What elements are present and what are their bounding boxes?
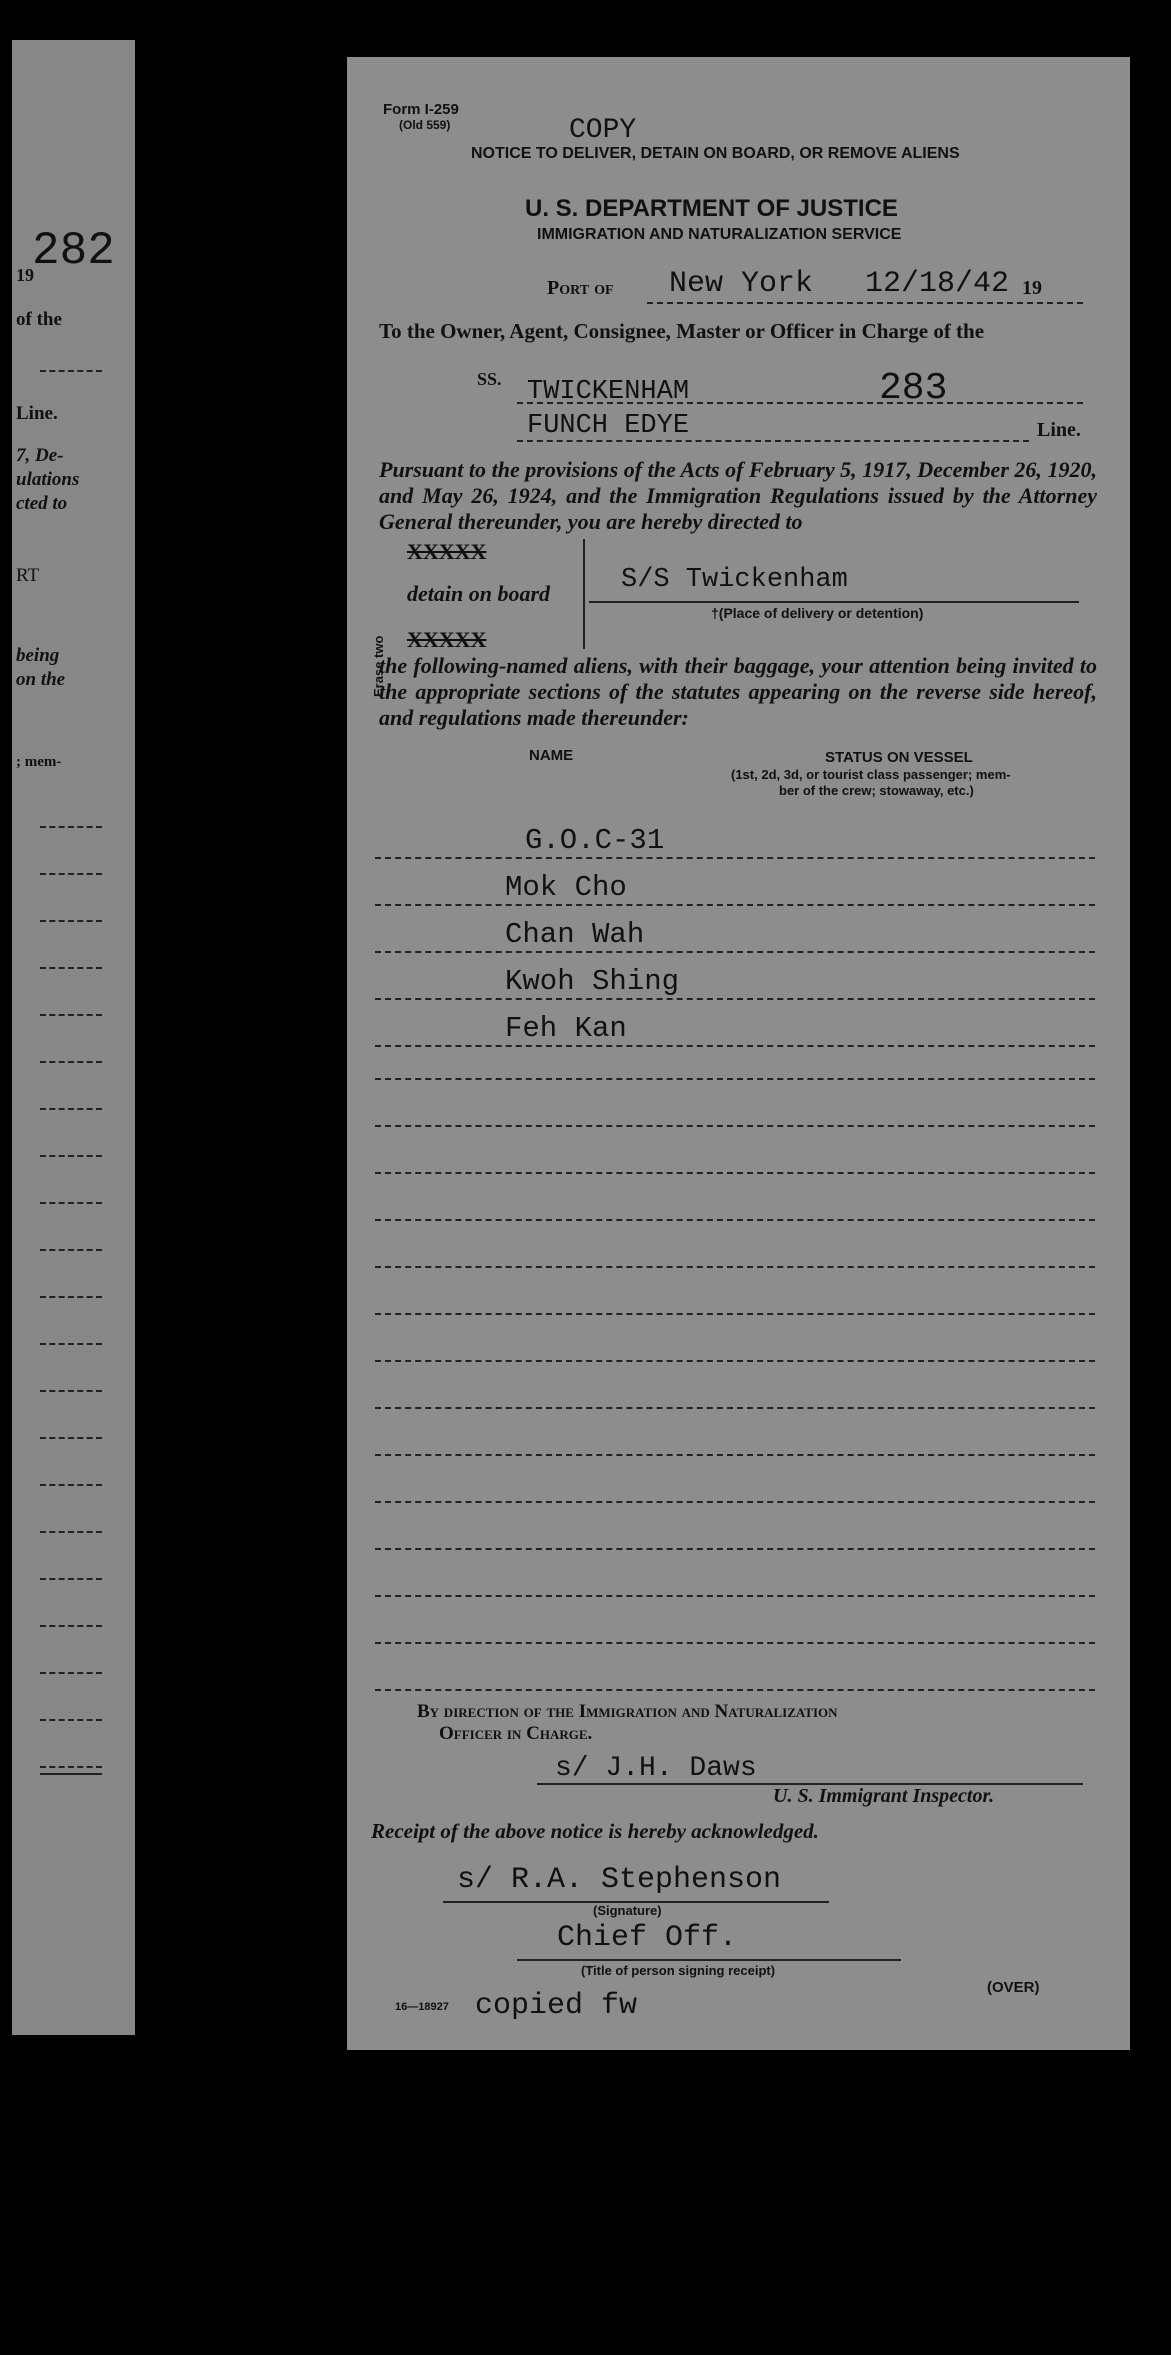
line-rule [517,440,1029,442]
empty-row-rule [375,1689,1095,1691]
ship-name: TWICKENHAM [527,377,690,407]
signature-caption: (Signature) [593,1903,662,1918]
fragment-rule [40,1296,102,1298]
place-value: S/S Twickenham [621,565,848,595]
fragment-rule [40,1437,102,1439]
empty-row-rule [375,1219,1095,1221]
receipt-signature: s/ R.A. Stephenson [457,1863,782,1897]
fragment-text: being [16,645,60,666]
fragment-text: 19 [16,265,34,285]
empty-row-rule [375,1360,1095,1362]
alien-name: Feh Kan [505,1012,627,1045]
copy-label: COPY [569,115,637,146]
ship-rule [517,402,1083,404]
notice-form [347,57,1130,2050]
aliens-paragraph: the following-named aliens, with their baggage, your attention being invited to the appropriate sections of the statutes appearing on the reverse side hereof, and regulations made thereunder: [379,653,1097,730]
year-suffix: 19 [1022,277,1042,299]
empty-row-rule [375,1172,1095,1174]
inspector-signature: s/ J.H. Daws [555,1753,757,1784]
alien-row [375,965,1095,1000]
alien-row [375,1012,1095,1047]
fragment-text: Line. [16,403,58,424]
fragment-text: of the [16,309,62,330]
fragment-rule [40,1390,102,1392]
fragment-rule [40,873,102,875]
fragment-rule [40,1202,102,1204]
fragment-rule [40,1625,102,1627]
signer-title: Chief Off. [557,1921,738,1955]
port-value: New York [669,267,814,301]
notice-title: NOTICE TO DELIVER, DETAIN ON BOARD, OR REMOVE ALIENS [471,145,960,162]
struck-option-bottom: XXXXX [407,627,487,652]
fragment-rule [40,1578,102,1580]
empty-row-rule [375,1642,1095,1644]
fragment-rule [40,1773,102,1775]
empty-row-rule [375,1313,1095,1315]
alien-name: Mok Cho [505,871,627,904]
fragment-rule [40,1719,102,1721]
place-caption: †(Place of delivery or detention) [711,605,924,621]
fragment-rule [40,920,102,922]
fragment-text: RT [16,565,40,586]
line-name: FUNCH EDYE [527,411,690,441]
over-label: (OVER) [987,1979,1040,1996]
alien-name: Kwoh Shing [505,965,680,998]
line-label: Line. [1037,419,1081,441]
alien-name: G.O.C-31 [525,824,665,857]
fragment-rule [40,370,102,372]
empty-row-rule [375,1501,1095,1503]
fragment-rule [40,1249,102,1251]
department-heading: U. S. DEPARTMENT OF JUSTICE [525,195,898,222]
empty-row-rule [375,1407,1095,1409]
title-caption: (Title of person signing receipt) [581,1963,776,1978]
adjacent-form-fragment [12,40,135,2035]
alien-row [375,824,1095,859]
fragment-rule [40,1343,102,1345]
status-column-header: STATUS ON VESSEL [825,749,973,766]
fragment-rule [40,1766,102,1768]
empty-row-rule [375,1078,1095,1080]
struck-option-top: XXXXX [407,539,487,564]
ship-number: 283 [879,367,948,410]
provisions-paragraph: Pursuant to the provisions of the Acts of February 5, 1917, December 26, 1920, and May 26, 1924, and the Immigration Regulations issued by the Attorney General thereunder, you are hereby directed to [379,457,1097,534]
empty-row-rule [375,1454,1095,1456]
empty-row-rule [375,1595,1095,1597]
fragment-rule [40,1155,102,1157]
fragment-text: on the [16,669,66,690]
fragment-rule [40,1061,102,1063]
fragment-number: 282 [32,225,115,277]
fragment-rule [40,826,102,828]
alien-row [375,871,1095,906]
status-column-subheader: ber of the crew; stowaway, etc.) [779,783,974,798]
ss-label: SS. [477,369,502,389]
fragment-rule [40,1531,102,1533]
place-rule [589,601,1079,603]
empty-row-rule [375,1548,1095,1550]
port-rule [647,302,1083,304]
alien-name: Chan Wah [505,918,645,951]
status-column-subheader: (1st, 2d, 3d, or tourist class passenger; mem- [731,767,1011,782]
option-bracket [575,539,585,649]
inspector-title: U. S. Immigrant Inspector. [773,1785,995,1807]
fragment-text: ; mem- [16,754,62,770]
name-column-header: NAME [529,747,574,764]
alien-row [375,918,1095,953]
empty-row-rule [375,1266,1095,1268]
direction-line: Officer in Charge. [439,1723,593,1744]
fragment-rule [40,967,102,969]
fragment-rule [40,1672,102,1674]
fragment-text: ulations [16,469,80,490]
fragment-rule [40,1014,102,1016]
fragment-text: cted to [16,493,68,514]
copied-note: copied fw [475,1989,638,2023]
service-heading: IMMIGRATION AND NATURALIZATION SERVICE [537,226,902,243]
form-number: Form I-259 [383,101,459,118]
empty-row-rule [375,1125,1095,1127]
fragment-text: 7, De- [16,445,64,466]
fragment-rule [40,1108,102,1110]
date-value: 12/18/42 [865,267,1010,301]
port-label: Port of [547,277,614,299]
fragment-rule [40,1484,102,1486]
detain-on-board-option: detain on board [407,581,551,606]
addressee-line: To the Owner, Agent, Consignee, Master or Officer in Charge of the [379,319,985,343]
direction-line: By direction of the Immigration and Naturalization [417,1701,838,1722]
print-code: 16—18927 [395,2001,449,2013]
form-old-number: (Old 559) [399,118,451,132]
signer-title-rule [517,1959,901,1961]
receipt-text: Receipt of the above notice is hereby acknowledged. [371,1819,819,1843]
erase-instruction: Erase two [371,635,386,697]
